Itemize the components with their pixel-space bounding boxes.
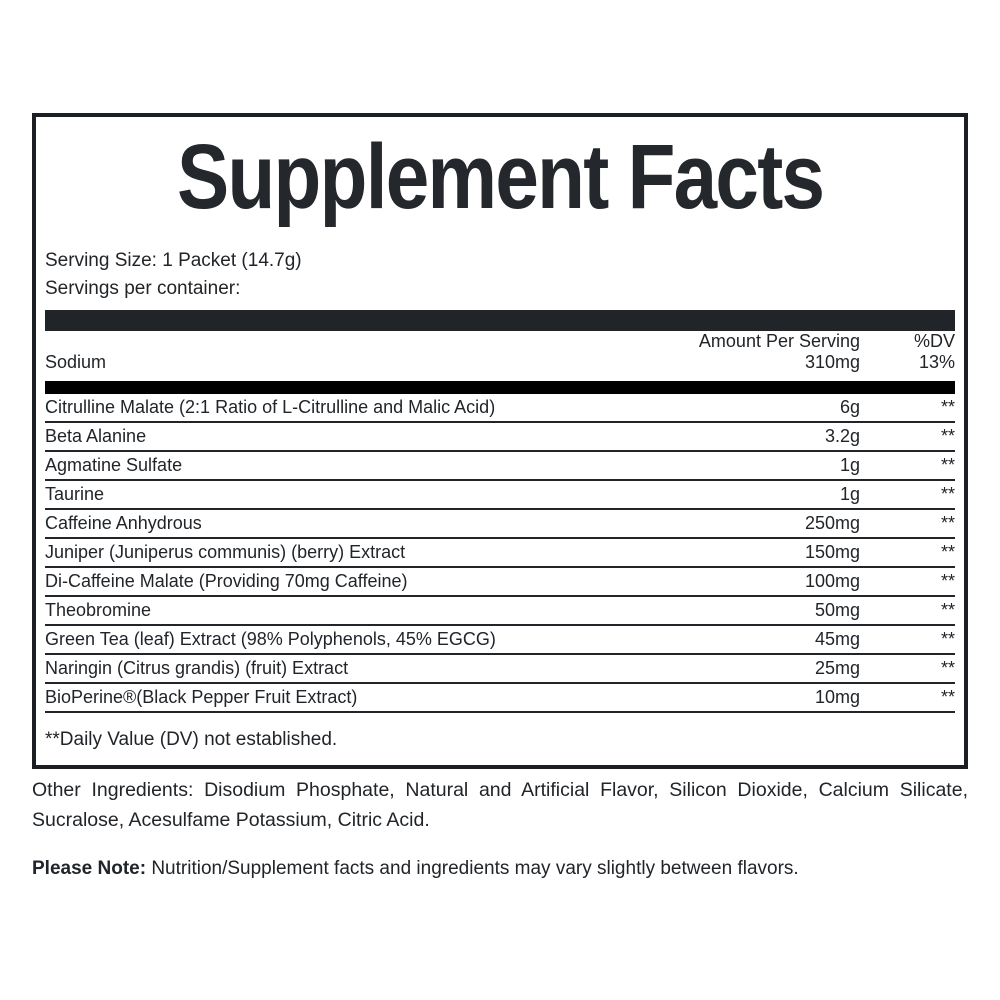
ingredient-amount: 1g: [620, 480, 860, 509]
sodium-dv: 13%: [918, 352, 955, 372]
ingredient-dv: **: [860, 625, 955, 654]
ingredient-row: [45, 538, 955, 567]
other-ingredients-paragraph: [32, 775, 968, 835]
ingredient-dv: **: [860, 683, 955, 712]
ingredient-row: [45, 596, 955, 625]
ingredient-header-spacer: [45, 331, 620, 352]
ingredient-amount: 50mg: [620, 596, 860, 625]
ingredient-name: Naringin (Citrus grandis) (fruit) Extract: [45, 654, 620, 683]
ingredient-name: Juniper (Juniperus communis) (berry) Extract: [45, 538, 620, 567]
divider-bar-top: [45, 310, 955, 331]
divider-bar-black: [45, 381, 955, 394]
ingredient-name: Beta Alanine: [45, 422, 620, 451]
serving-size-line: Serving Size: 1 Packet (14.7g): [45, 250, 302, 271]
ingredient-row: [45, 394, 955, 422]
ingredient-name: BioPerine®(Black Pepper Fruit Extract): [45, 683, 620, 712]
supplement-table: [45, 331, 955, 713]
ingredient-amount: 100mg: [620, 567, 860, 596]
ingredient-name: Agmatine Sulfate: [45, 451, 620, 480]
dv-footnote: **Daily Value (DV) not established.: [45, 729, 338, 750]
ingredient-dv: **: [860, 451, 955, 480]
amount-per-serving-header: Amount Per Serving: [698, 331, 860, 351]
panel-title: Supplement Facts: [176, 126, 824, 228]
ingredient-amount: 250mg: [620, 509, 860, 538]
ingredient-dv: **: [860, 422, 955, 451]
ingredient-row: [45, 654, 955, 683]
ingredient-dv: **: [860, 509, 955, 538]
ingredient-name: Taurine: [45, 480, 620, 509]
ingredient-amount: 150mg: [620, 538, 860, 567]
ingredient-dv: **: [860, 654, 955, 683]
sodium-row: [45, 352, 955, 381]
other-ingredients-text: Disodium Phosphate, Natural and Artificial Flavor, Silicon Dioxide, Calcium Silicate, Sucralose, Acesulfame Potassium, Citric Acid.: [32, 779, 968, 831]
supplement-facts-panel: [32, 113, 968, 769]
servings-per-container-line: Servings per container:: [45, 278, 241, 299]
sodium-name: Sodium: [45, 352, 107, 372]
please-note-label: Please Note:: [32, 858, 147, 879]
ingredient-row: [45, 567, 955, 596]
please-note-text: Nutrition/Supplement facts and ingredients may vary slightly between flavors.: [146, 858, 799, 879]
ingredient-dv: **: [860, 394, 955, 422]
ingredient-name: Caffeine Anhydrous: [45, 509, 620, 538]
ingredient-dv: **: [860, 538, 955, 567]
sodium-amount: 310mg: [804, 352, 860, 372]
ingredient-amount: 25mg: [620, 654, 860, 683]
ingredient-dv: **: [860, 480, 955, 509]
dv-header: %DV: [913, 331, 955, 351]
ingredient-row: [45, 683, 955, 712]
ingredient-amount: 6g: [620, 394, 860, 422]
ingredient-amount: 45mg: [620, 625, 860, 654]
ingredient-row: [45, 480, 955, 509]
ingredient-amount: 3.2g: [620, 422, 860, 451]
ingredient-name: Di-Caffeine Malate (Providing 70mg Caffeine): [45, 567, 620, 596]
ingredient-rows: [45, 394, 955, 712]
ingredient-row: [45, 509, 955, 538]
panel-title-wrap: [45, 126, 955, 228]
black-divider-row: [45, 381, 955, 394]
please-note-paragraph: [32, 856, 968, 882]
table-header-row: [45, 331, 955, 352]
ingredient-row: [45, 422, 955, 451]
ingredient-name: Green Tea (leaf) Extract (98% Polyphenols, 45% EGCG): [45, 625, 620, 654]
ingredient-amount: 1g: [620, 451, 860, 480]
ingredient-row: [45, 451, 955, 480]
ingredient-row: [45, 625, 955, 654]
ingredient-name: Citrulline Malate (2:1 Ratio of L-Citrulline and Malic Acid): [45, 394, 620, 422]
other-ingredients-label: Other Ingredients:: [32, 779, 194, 801]
ingredient-dv: **: [860, 567, 955, 596]
ingredient-name: Theobromine: [45, 596, 620, 625]
ingredient-amount: 10mg: [620, 683, 860, 712]
ingredient-dv: **: [860, 596, 955, 625]
